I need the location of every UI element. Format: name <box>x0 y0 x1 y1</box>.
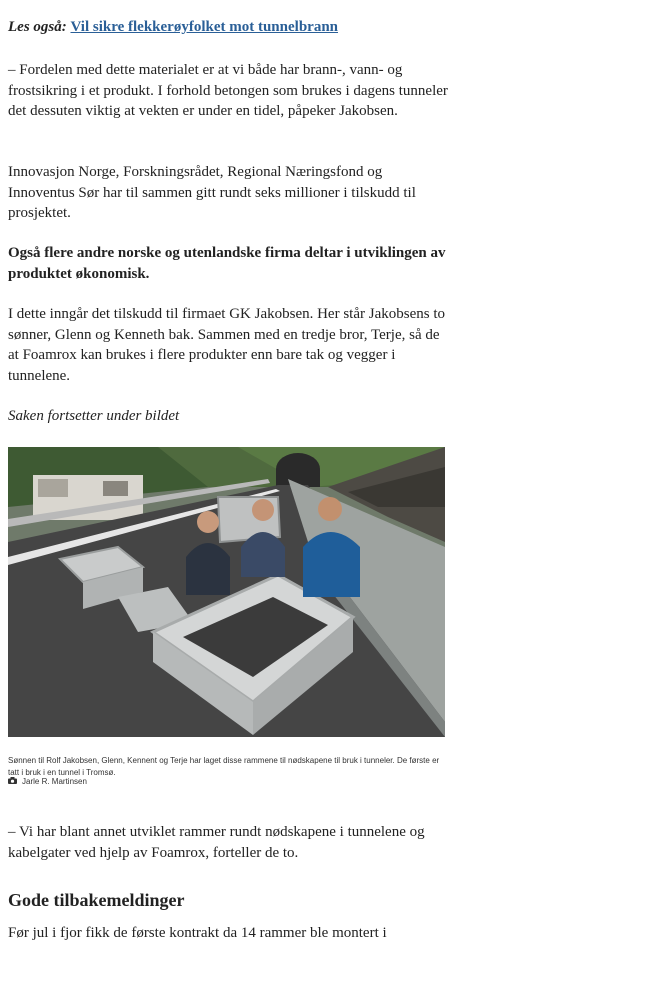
read-also-label: Les også: <box>8 19 67 35</box>
read-also <box>8 17 448 38</box>
bold-paragraph: Også flere andre norske og utenlandske firma deltar i utviklingen av produktet økonomisk. <box>8 245 446 282</box>
body-paragraph: I dette inngår det tilskudd til firmaet GK Jakobsen. Her står Jakobsens to sønner, Glenn og Kenneth bak. Sammen med en tredje bror, Terje, så de at Foamrox kan brukes i flere produkter enn bare tak og vegger i tunnelene. <box>8 306 445 384</box>
body-paragraph: – Vi har blant annet utviklet rammer rundt nødskapene i tunnelene og kabelgater ved hjelp av Foamrox, forteller de to. <box>8 824 425 861</box>
photo-credit-text: Jarle R. Martinsen <box>22 777 87 786</box>
body-paragraph: Før jul i fjor fikk de første kontrakt da 14 rammer ble montert i <box>8 925 387 941</box>
read-also-link[interactable]: Vil sikre flekkerøyfolket mot tunnelbrann <box>70 19 339 35</box>
section-heading: Gode tilbakemeldinger <box>8 890 185 910</box>
continue-note: Saken fortsetter under bildet <box>8 408 180 424</box>
body-paragraph: Innovasjon Norge, Forskningsrådet, Regional Næringsfond og Innoventus Sør har til sammen gitt rundt seks millioner i tilskudd til prosjektet. <box>8 164 416 221</box>
article-photo <box>8 447 445 737</box>
photo-credit <box>8 777 87 786</box>
camera-icon <box>8 777 17 786</box>
body-paragraph: – Fordelen med dette materialet er at vi både har brann-, vann- og frostsikring i et produkt. I forhold betongen som brukes i dagens tunneler det dessuten viktig at vekten er under en tidel, påpeker Jakobsen. <box>8 62 448 119</box>
photo-caption: Sønnen til Rolf Jakobsen, Glenn, Kennent og Terje har laget disse rammene til nødskapene til bruk i tunneler. De første er tatt i bruk i en tunnel i Tromsø. <box>8 756 440 777</box>
